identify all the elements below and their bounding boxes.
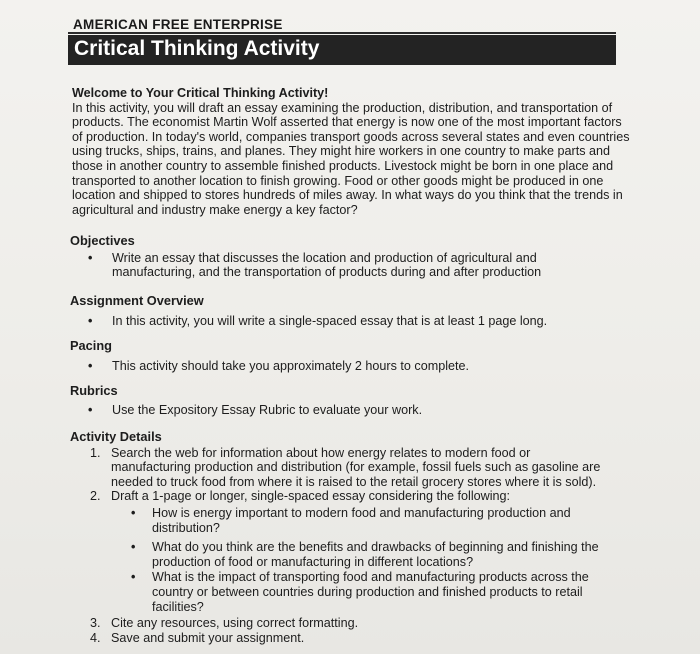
objectives-heading: Objectives	[70, 233, 135, 248]
rubrics-section	[70, 384, 630, 417]
list-item	[70, 251, 630, 280]
step-text: Cite any resources, using correct formatting.	[111, 616, 359, 631]
title-banner	[68, 35, 616, 65]
activity-steps	[70, 446, 630, 646]
step-item	[70, 631, 630, 646]
rubrics-heading: Rubrics	[70, 383, 118, 398]
step-number: 3.	[90, 616, 101, 631]
activity-details-section	[70, 430, 630, 645]
step-item	[70, 616, 630, 631]
step-item	[70, 446, 630, 490]
assignment-section	[70, 294, 630, 328]
assignment-text: In this activity, you will write a single-spaced essay that is at least 1 page long.	[112, 313, 548, 328]
consideration-text: What is the impact of transporting food and manufacturing products across the country or between countries during production and finished products to retail facilities?	[152, 570, 589, 614]
objectives-section	[70, 234, 630, 280]
activity-details-heading: Activity Details	[70, 429, 162, 444]
step-number: 4.	[90, 630, 101, 645]
bullet-icon: •	[131, 570, 136, 585]
bullet-icon: •	[88, 402, 93, 417]
step-number: 2.	[90, 489, 101, 504]
list-item	[111, 570, 630, 614]
step-text: Save and submit your assignment.	[111, 630, 305, 645]
consideration-list	[111, 506, 630, 614]
bullet-icon: •	[88, 313, 93, 328]
list-item	[111, 540, 630, 569]
brand-label: AMERICAN FREE ENTERPRISE	[73, 17, 283, 32]
bullet-icon: •	[131, 540, 136, 555]
rubrics-text: Use the Expository Essay Rubric to evaluate your work.	[112, 402, 423, 417]
step-item	[70, 489, 630, 614]
list-item	[111, 506, 630, 535]
welcome-section	[72, 86, 632, 217]
bullet-icon: •	[131, 505, 136, 520]
consideration-text: What do you think are the benefits and drawbacks of beginning and finishing the production of food or manufacturing in different locations?	[152, 540, 599, 569]
pacing-heading: Pacing	[70, 338, 112, 353]
pacing-text: This activity should take you approximately 2 hours to complete.	[112, 358, 469, 373]
step-number: 1.	[90, 445, 101, 460]
pacing-section	[70, 339, 630, 373]
assignment-heading: Assignment Overview	[70, 293, 204, 308]
list-item	[70, 314, 630, 329]
bullet-icon: •	[88, 358, 93, 373]
list-item	[70, 403, 630, 418]
step-text: Search the web for information about how energy relates to modern food or manufacturing production and distribution (for example, fossil fuels such as gasoline are needed to truck food from where it is raised to the retail grocery stores where it is sold).	[111, 445, 601, 489]
header-divider	[68, 32, 616, 34]
objective-text: Write an essay that discusses the location and production of agricultural and manufacturing, and the transportation of products during and after production	[112, 250, 542, 280]
welcome-body: In this activity, you will draft an essay examining the production, distribution, and transportation of products. The economist Martin Wolf asserted that energy is now one of the most important factors of production. In today's world, companies transport goods across several states and even countries using trucks, ships, trains, and planes. They might hire workers in one country to make parts and those in another country to assemble finished products. Livestock might be born in one place and transported to another location to finish growing. Food or other goods might be produced in one location and shipped to stores hundreds of miles away. In what ways do you think that the trends in agricultural and industry make energy a key factor?	[72, 100, 630, 217]
welcome-heading: Welcome to Your Critical Thinking Activity!	[72, 86, 329, 100]
consideration-text: How is energy important to modern food and manufacturing production and distribution?	[152, 505, 571, 535]
bullet-icon: •	[88, 250, 93, 265]
page-title: Critical Thinking Activity	[74, 37, 320, 60]
list-item	[70, 359, 630, 374]
step-text: Draft a 1-page or longer, single-spaced essay considering the following:	[111, 489, 511, 504]
